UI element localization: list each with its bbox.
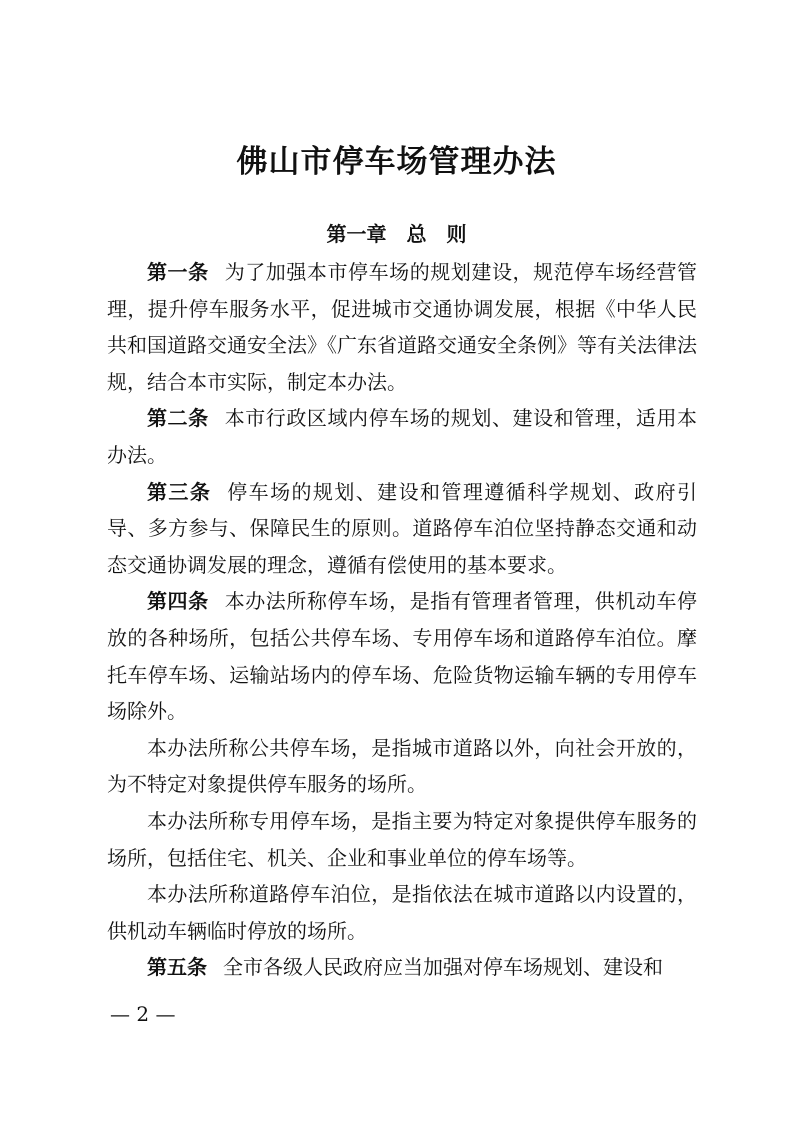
paragraph-text: 为了加强本市停车场的规划建设，规范停车场经营管理，提升停车服务水平，促进城市交通协调发展，根据《中华人民共和国道路交通安全法》《广东省道路交通安全条例》等有关法律法规，结合本市实际，制定本办法。 xyxy=(107,260,698,394)
document-title: 佛山市停车场管理办法 xyxy=(236,144,557,180)
paragraph-article-3 xyxy=(107,474,697,584)
paragraph-road-parking-definition xyxy=(107,876,697,949)
document-body xyxy=(107,254,697,986)
paragraph-article-4 xyxy=(107,583,697,729)
paragraph-text: 本市行政区域内停车场的规划、建设和管理，适用本办法。 xyxy=(107,406,698,467)
article-label: 第一条 xyxy=(147,260,209,284)
paragraph-public-parking-definition xyxy=(107,730,697,803)
paragraph-text: 全市各级人民政府应当加强对停车场规划、建设和 xyxy=(223,955,663,980)
paragraph-text: 本办法所称专用停车场，是指主要为特定对象提供停车服务的场所，包括住宅、机关、企业和事业单位的停车场等。 xyxy=(107,808,697,870)
paragraph-text: 本办法所称停车场，是指有管理者管理，供机动车停放的各种场所，包括公共停车场、专用停车场和道路停车泊位。摩托车停车场、运输站场内的停车场、危险货物运输车辆的专用停车场除外。 xyxy=(107,589,698,724)
article-label: 第五条 xyxy=(147,955,207,980)
paragraph-text: 本办法所称公共停车场，是指城市道路以外，向社会开放的，为不特定对象提供停车服务的场所。 xyxy=(107,735,697,797)
paragraph-article-1 xyxy=(107,254,697,400)
article-label: 第二条 xyxy=(147,406,209,431)
paragraph-private-parking-definition xyxy=(107,803,697,876)
article-label: 第四条 xyxy=(147,589,209,614)
paragraph-article-2 xyxy=(107,400,697,473)
article-label: 第三条 xyxy=(147,479,212,504)
paragraph-article-5 xyxy=(107,949,697,986)
paragraph-text: 本办法所称道路停车泊位，是指依法在城市道路以内设置的，供机动车辆临时停放的场所。 xyxy=(107,882,697,943)
chapter-heading: 第一章 总 则 xyxy=(326,222,467,246)
page-number: — 2 — xyxy=(110,1002,176,1026)
paragraph-text: 停车场的规划、建设和管理遵循科学规划、政府引导、多方参与、保障民生的原则。道路停车泊位坚持静态交通和动态交通协调发展的理念，遵循有偿使用的基本要求。 xyxy=(107,479,697,577)
